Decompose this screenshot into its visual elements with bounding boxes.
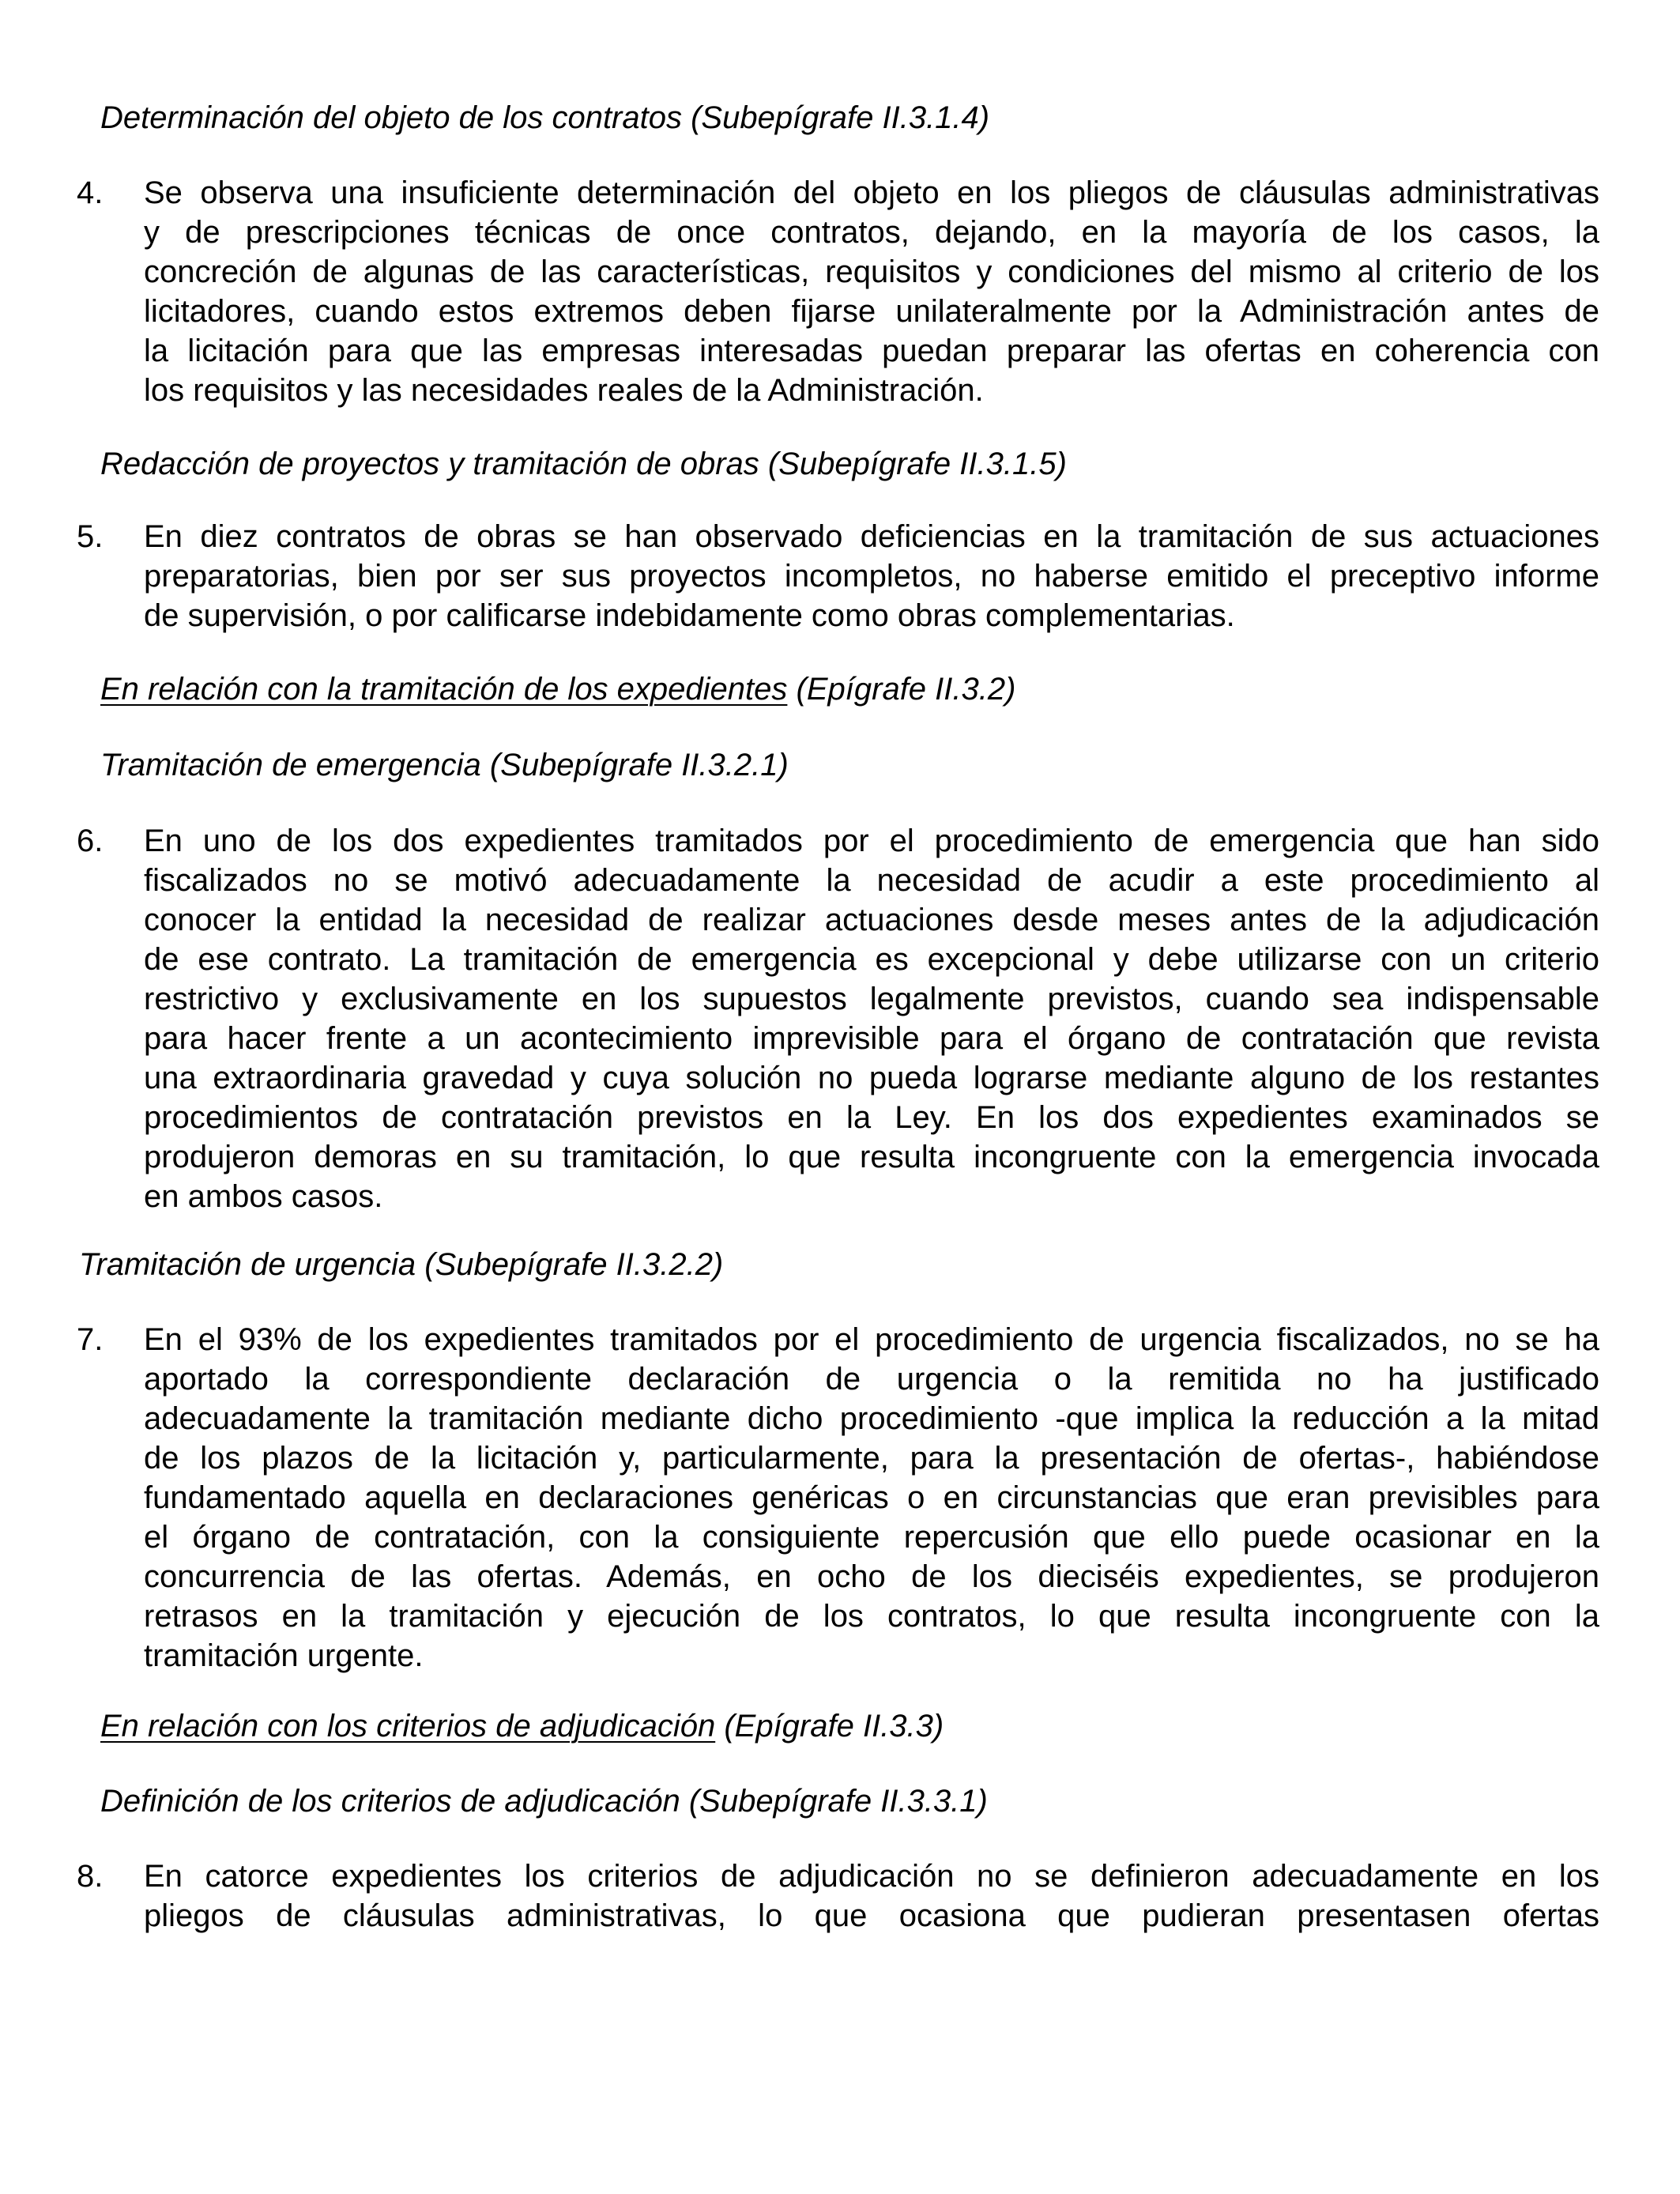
paragraph-line: adecuadamente la tramitación mediante dicho procedimiento -que implica la reducción a la mitad [144,1401,1599,1436]
item-paragraph-6 [144,821,1599,1216]
paragraph-line: fiscalizados no se motivó adecuadamente la necesidad de acudir a este procedimiento al [144,863,1599,898]
paragraph-line: una extraordinaria gravedad y cuya solución no pueda lograrse mediante alguno de los restantes [144,1061,1599,1095]
paragraph-line: En diez contratos de obras se han observado deficiencias en la tramitación de sus actuaciones [144,519,1599,554]
paragraph-line: fundamentado aquella en declaraciones genéricas o en circunstancias que eran previsibles para [144,1480,1599,1515]
paragraph-line: procedimientos de contratación previstos en la Ley. En los dos expedientes examinados se [144,1100,1599,1135]
paragraph-line: en ambos casos. [144,1179,383,1214]
paragraph-line: para hacer frente a un acontecimiento imprevisible para el órgano de contratación que revista [144,1021,1599,1056]
item-paragraph-4 [144,173,1599,410]
item-paragraph-8 [144,1857,1599,1936]
item-number-6: 6. [77,824,104,858]
section-heading-underlined: En relación con la tramitación de los expedientes [100,672,788,707]
paragraph-line: los requisitos y las necesidades reales de la Administración. [144,373,984,408]
item-number-7: 7. [77,1322,104,1357]
paragraph-line: restrictivo y exclusivamente en los supuestos legalmente previstos, cuando sea indispensable [144,982,1599,1016]
subsection-heading-objeto: Determinación del objeto de los contratos (Subepígrafe II.3.1.4) [100,100,990,135]
subsection-heading-urgencia: Tramitación de urgencia (Subepígrafe II.3.2.2) [79,1247,724,1282]
paragraph-line: de supervisión, o por calificarse indebidamente como obras complementarias. [144,598,1235,633]
paragraph-line: el órgano de contratación, con la consiguiente repercusión que ello puede ocasionar en la [144,1520,1599,1555]
paragraph-line: produjeron demoras en su tramitación, lo que resulta incongruente con la emergencia invocada [144,1140,1599,1174]
item-number-8: 8. [77,1859,104,1894]
subsection-heading-definicion: Definición de los criterios de adjudicación (Subepígrafe II.3.3.1) [100,1784,988,1819]
subsection-heading-emergencia: Tramitación de emergencia (Subepígrafe II.3.2.1) [100,748,789,782]
paragraph-line: concreción de algunas de las características, requisitos y condiciones del mismo al criterio de los [144,254,1599,289]
section-heading-underlined: En relación con los criterios de adjudicación [100,1709,716,1744]
paragraph-line: concurrencia de las ofertas. Además, en ocho de los dieciséis expedientes, se produjeron [144,1559,1599,1594]
paragraph-line: preparatorias, bien por ser sus proyectos incompletos, no haberse emitido el preceptivo informe [144,559,1599,594]
item-number-4: 4. [77,175,104,210]
paragraph-line: aportado la correspondiente declaración de urgencia o la remitida no ha justificado [144,1362,1599,1397]
item-number-5: 5. [77,519,104,554]
paragraph-line: En uno de los dos expedientes tramitados por el procedimiento de emergencia que han sido [144,824,1599,858]
paragraph-line: de los plazos de la licitación y, particularmente, para la presentación de ofertas-, habiéndose [144,1441,1599,1476]
paragraph-line: conocer la entidad la necesidad de realizar actuaciones desde meses antes de la adjudicación [144,903,1599,937]
item-paragraph-5 [144,517,1599,635]
paragraph-line: pliegos de cláusulas administrativas, lo que ocasiona que pudieran presentasen ofertas [144,1898,1599,1933]
section-heading-ref: (Epígrafe II.3.2) [787,672,1016,707]
paragraph-line: y de prescripciones técnicas de once contratos, dejando, en la mayoría de los casos, la [144,215,1599,250]
paragraph-line: Se observa una insuficiente determinación del objeto en los pliegos de cláusulas administrativas [144,175,1599,210]
paragraph-line: licitadores, cuando estos extremos deben fijarse unilateralmente por la Administración antes de [144,294,1599,329]
section-heading-tramitacion [100,669,1015,709]
subsection-heading-proyectos: Redacción de proyectos y tramitación de obras (Subepígrafe II.3.1.5) [100,447,1067,481]
paragraph-line: retrasos en la tramitación y ejecución de los contratos, lo que resulta incongruente con la [144,1599,1599,1634]
section-heading-ref: (Epígrafe II.3.3) [715,1709,944,1744]
item-paragraph-7 [144,1320,1599,1676]
paragraph-line: de ese contrato. La tramitación de emergencia es excepcional y debe utilizarse con un criterio [144,942,1599,977]
paragraph-line: tramitación urgente. [144,1638,424,1673]
paragraph-line: En catorce expedientes los criterios de adjudicación no se definieron adecuadamente en los [144,1859,1599,1894]
section-heading-criterios [100,1706,944,1746]
paragraph-line: En el 93% de los expedientes tramitados por el procedimiento de urgencia fiscalizados, no se ha [144,1322,1599,1357]
paragraph-line: la licitación para que las empresas interesadas puedan preparar las ofertas en coherencia con [144,334,1599,368]
